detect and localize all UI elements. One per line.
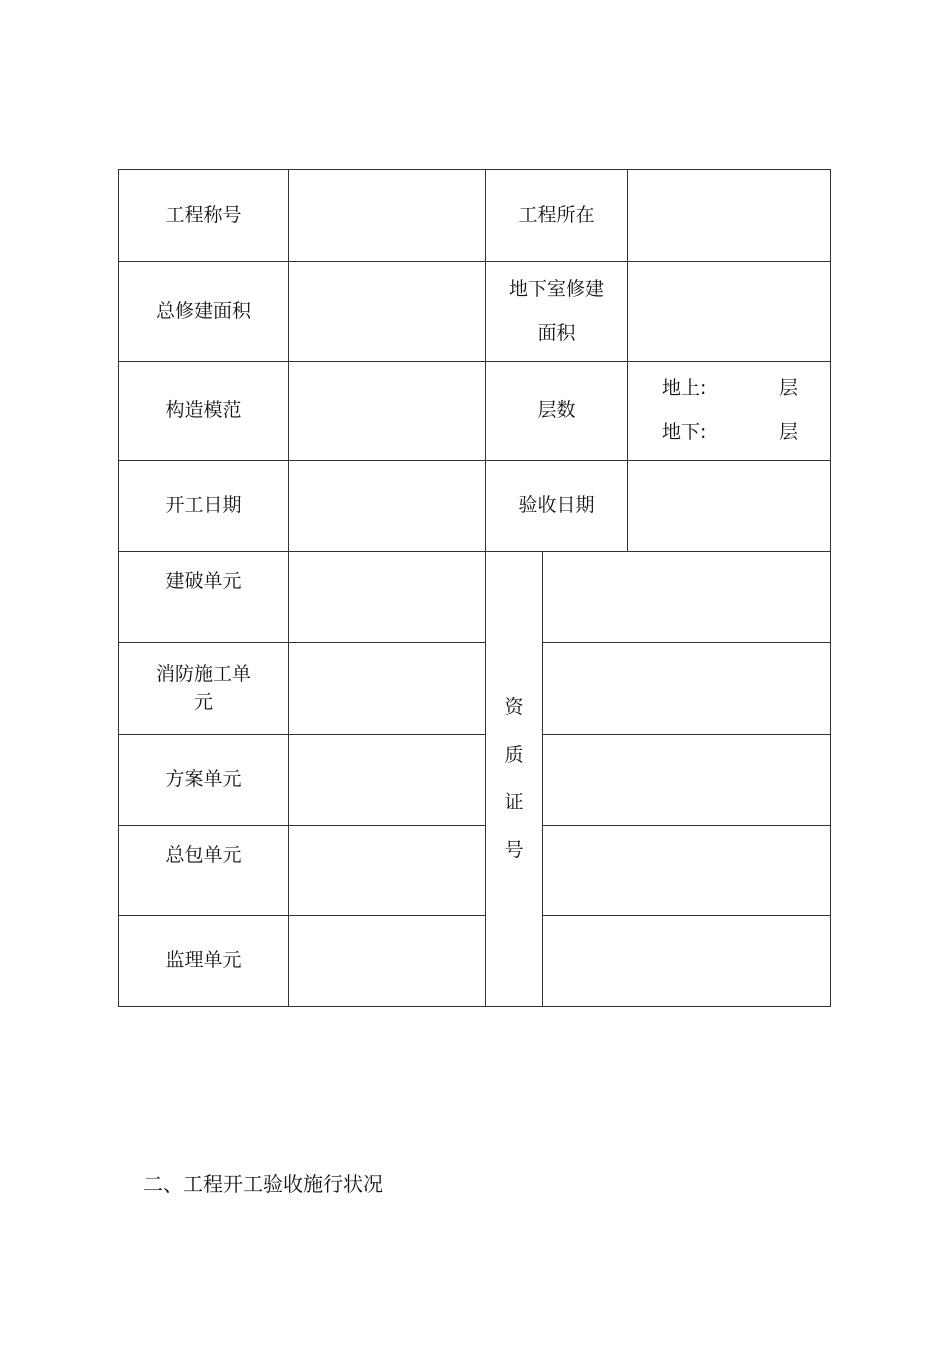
floors-label: 层数 (486, 362, 628, 461)
acceptance-date-label: 验收日期 (486, 461, 628, 552)
unit-label: 方案单元 (119, 735, 289, 826)
unit-value[interactable] (289, 735, 486, 826)
total-area-label: 总修建面积 (119, 262, 289, 362)
unit-label: 消防施工单元 (119, 643, 289, 735)
project-name-label: 工程称号 (119, 170, 289, 262)
unit-label: 监理单元 (119, 916, 289, 1007)
row-structure (119, 362, 831, 461)
section-title: 二、工程开工验收施行状况 (143, 1172, 383, 1196)
acceptance-date-value[interactable] (628, 461, 831, 552)
floors-value[interactable] (628, 362, 831, 461)
unit-label: 建破单元 (119, 552, 289, 643)
qualification-value[interactable] (543, 916, 831, 1007)
start-date-value[interactable] (289, 461, 486, 552)
unit-value[interactable] (289, 826, 486, 916)
qualification-value[interactable] (543, 826, 831, 916)
basement-area-label: 地下室修建面积 (486, 262, 628, 362)
qualification-value[interactable] (543, 552, 831, 643)
row-unit (119, 735, 831, 826)
project-location-label: 工程所在 (486, 170, 628, 262)
qualification-value[interactable] (543, 735, 831, 826)
unit-value[interactable] (289, 643, 486, 735)
floors-below: 地下: 层 (662, 421, 799, 443)
unit-label: 总包单元 (119, 826, 289, 916)
unit-value[interactable] (289, 916, 486, 1007)
structure-label: 构造模范 (119, 362, 289, 461)
row-dates (119, 461, 831, 552)
row-unit (119, 916, 831, 1007)
structure-value[interactable] (289, 362, 486, 461)
basement-area-value[interactable] (628, 262, 831, 362)
row-area (119, 262, 831, 362)
project-info-table (118, 169, 831, 1007)
project-name-value[interactable] (289, 170, 486, 262)
row-project-name (119, 170, 831, 262)
qualification-value[interactable] (543, 643, 831, 735)
unit-value[interactable] (289, 552, 486, 643)
floors-above: 地上: 层 (662, 377, 799, 400)
total-area-value[interactable] (289, 262, 486, 362)
row-unit (119, 552, 831, 643)
row-unit (119, 643, 831, 735)
row-unit (119, 826, 831, 916)
project-location-value[interactable] (628, 170, 831, 262)
qualification-label: 资质证号 (486, 552, 543, 1007)
start-date-label: 开工日期 (119, 461, 289, 552)
